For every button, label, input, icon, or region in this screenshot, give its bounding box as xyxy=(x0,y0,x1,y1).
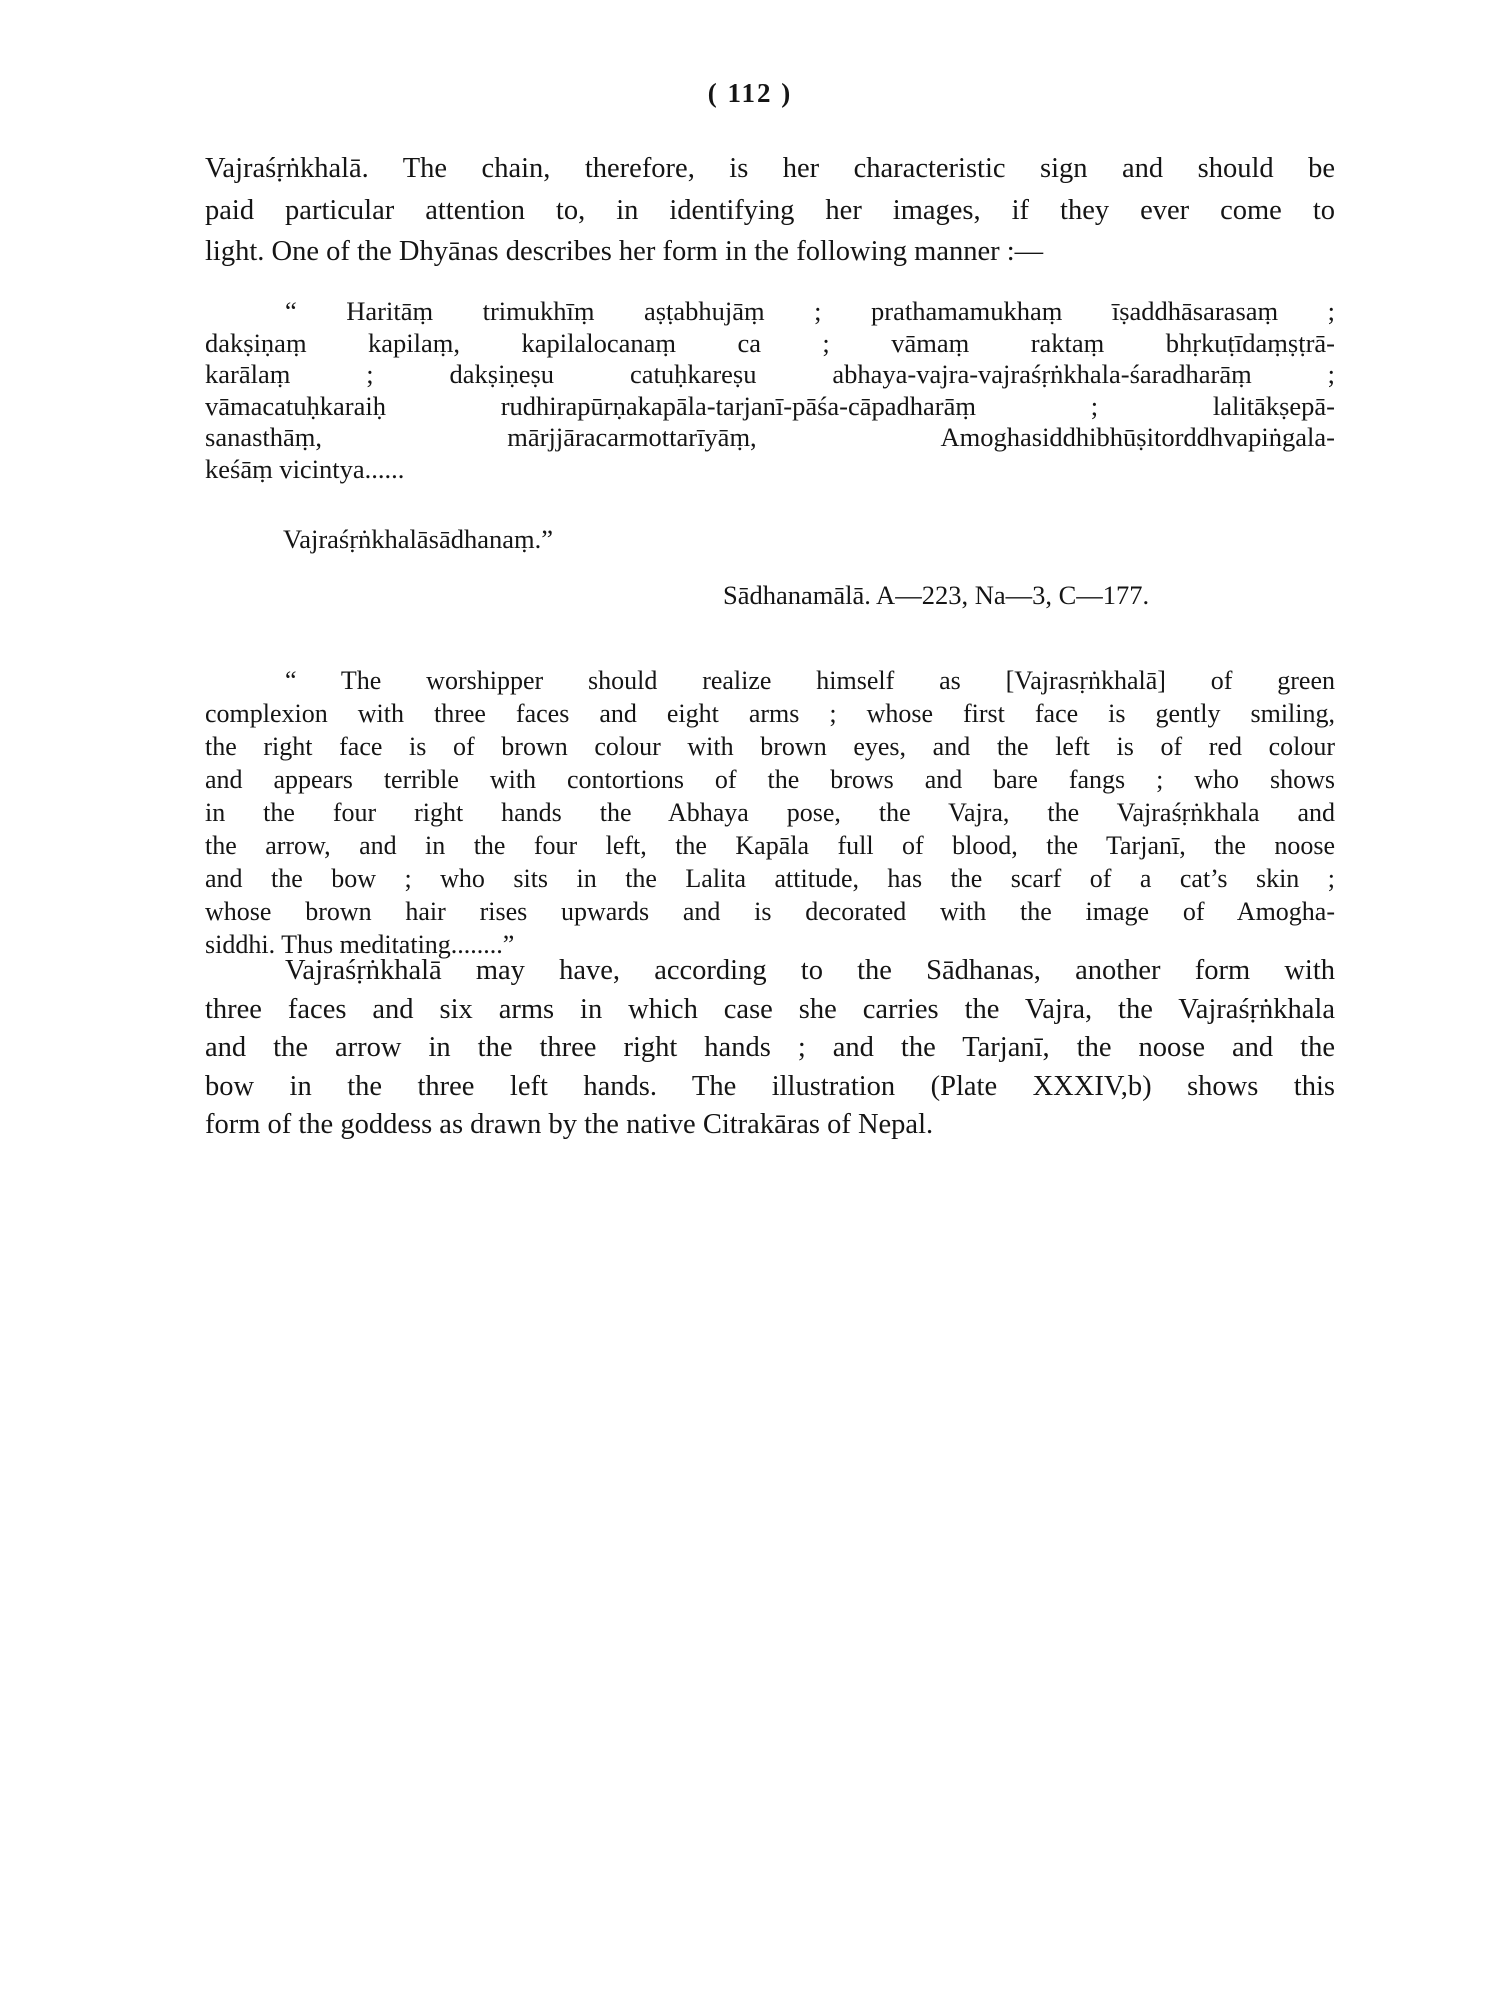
sadhana-title: Vajraśṛṅkhalāsādhanaṃ.” xyxy=(283,524,554,554)
closing-paragraph xyxy=(205,952,1335,1145)
text-line: whose brown hair rises upwards and is decorated with the image of Amogha- xyxy=(205,897,1335,926)
text-line: sanasthāṃ, mārjjāracarmottarīyāṃ, Amoghasiddhibhūṣitorddhvapiṅgala- xyxy=(205,422,1335,452)
text-line: the arrow, and in the four left, the Kapāla full of blood, the Tarjanī, the noose xyxy=(205,831,1335,860)
text-line: three faces and six arms in which case she carries the Vajra, the Vajraśṛṅkhala xyxy=(205,993,1335,1025)
text-line: and the arrow in the three right hands ; and the Tarjanī, the noose and the xyxy=(205,1032,1335,1063)
text-line: and the bow ; who sits in the Lalita attitude, has the scarf of a cat’s skin ; xyxy=(205,864,1335,893)
intro-paragraph xyxy=(205,148,1335,273)
text-line: dakṣiṇaṃ kapilaṃ, kapilalocanaṃ ca ; vāmaṃ raktaṃ bhṛkuṭīdaṃṣṭrā- xyxy=(205,327,1335,358)
text-line: Vajraśṛṅkhalā may have, according to the Sādhanas, another form with xyxy=(285,955,1335,986)
text-line: light. One of the Dhyānas describes her form in the following manner :— xyxy=(205,236,1044,267)
translation-paragraph xyxy=(205,664,1335,961)
text-line: “ The worshipper should realize himself as [Vajrasṛṅkhalā] of green xyxy=(285,666,1335,695)
source-citation: Sādhanamālā. A—223, Na—3, C—177. xyxy=(723,580,1150,610)
text-line: siddhi. Thus meditating........” xyxy=(205,930,515,959)
text-line: karālaṃ ; dakṣiṇeṣu catuḥkareṣu abhaya-vajra-vajraśṛṅkhala-śaradharāṃ ; xyxy=(205,359,1335,389)
text-line: complexion with three faces and eight arms ; whose first face is gently smiling, xyxy=(205,699,1335,728)
text-line: bow in the three left hands. The illustration (Plate XXXIV,b) shows this xyxy=(205,1070,1335,1102)
text-line: keśāṃ vicintya...... xyxy=(205,453,405,484)
text-line: vāmacatuḥkaraiḥ rudhirapūrṇakapāla-tarjanī-pāśa-cāpadharāṃ ; lalitākṣepā- xyxy=(205,390,1335,421)
sanskrit-dhyana-quote xyxy=(205,296,1335,485)
text-line: paid particular attention to, in identifying her images, if they ever come to xyxy=(205,194,1335,226)
text-line: Vajraśṛṅkhalā. The chain, therefore, is her characteristic sign and should be xyxy=(205,153,1335,184)
text-line: form of the goddess as drawn by the native Citrakāras of Nepal. xyxy=(205,1109,934,1140)
text-line: the right face is of brown colour with brown eyes, and the left is of red colour xyxy=(205,732,1335,761)
text-line: “ Haritāṃ trimukhīṃ aṣṭabhujāṃ ; prathamamukhaṃ īṣaddhāsarasaṃ ; xyxy=(285,296,1335,326)
page-number: ( 112 ) xyxy=(707,78,793,108)
text-line: and appears terrible with contortions of the brows and bare fangs ; who shows xyxy=(205,765,1335,794)
text-line: in the four right hands the Abhaya pose, the Vajra, the Vajraśṛṅkhala and xyxy=(205,798,1335,827)
